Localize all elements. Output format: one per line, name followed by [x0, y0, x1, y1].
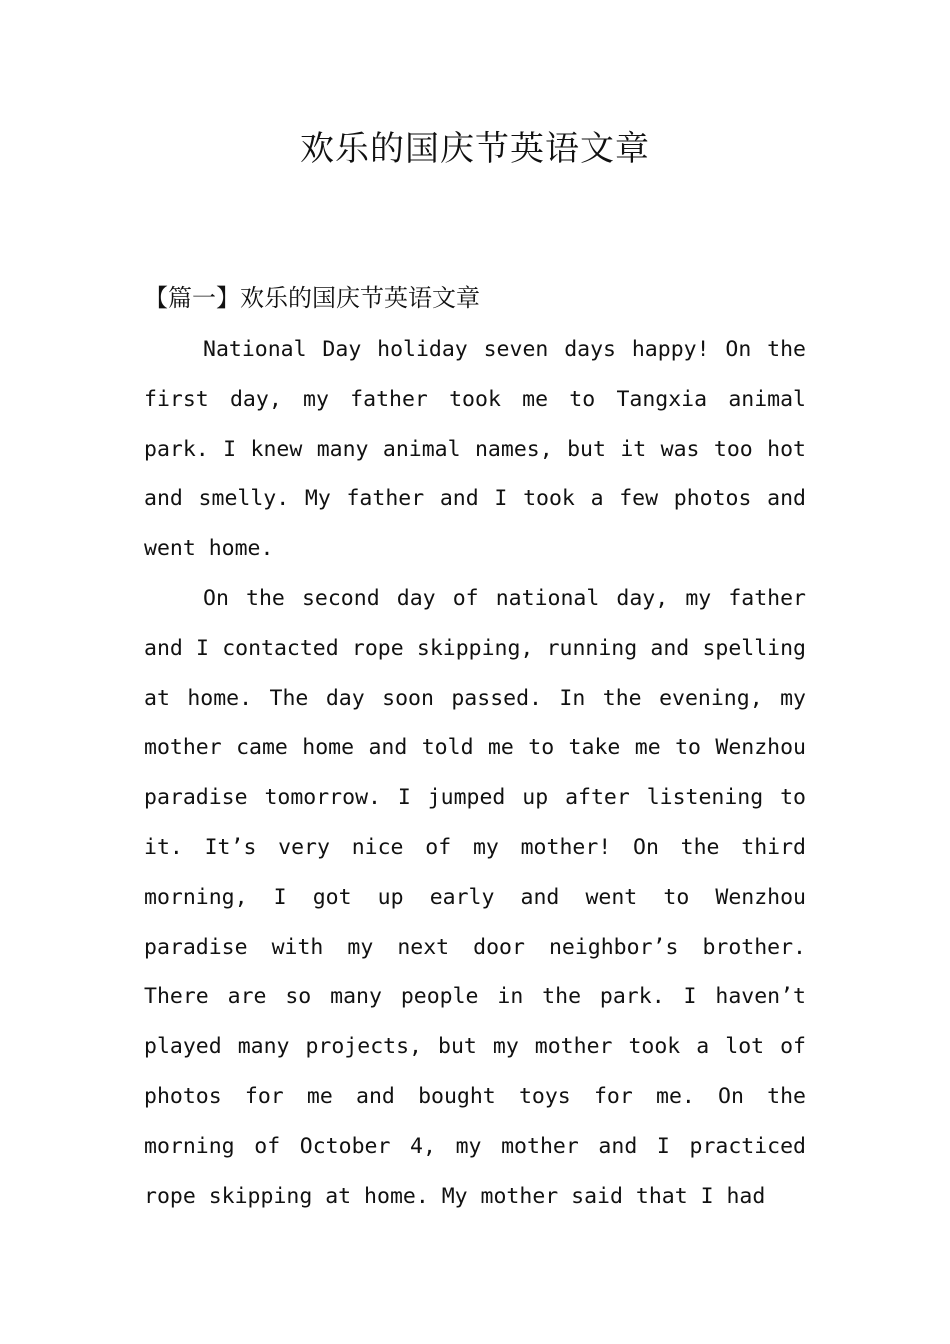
document-title: 欢乐的国庆节英语文章 — [300, 129, 650, 169]
section-heading: 【篇一】欢乐的国庆节英语文章 — [144, 284, 480, 312]
paragraph-1: National Day holiday seven days happy! On the first day, my father took me to Tangxia animal park. I knew many animal names, but it was too hot and smelly. My father and I took a few photos and went home. — [144, 337, 806, 562]
paragraph-2: On the second day of national day, my father and I contacted rope skipping, running and spelling at home. The day soon passed. In the evening, my mother came home and told me to take me to Wenzhou paradise tomorrow. I jumped up after listening to it. It’s very nice of my mother! On the third morning, I got up early and went to Wenzhou paradise with my next door neighbor’s brother. There are so many people in the park. I haven’t played many projects, but my mother took a lot of photos for me and bought toys for me. On the morning of October 4, my mother and I practiced rope skipping at home. My mother said that I had — [144, 586, 806, 1209]
